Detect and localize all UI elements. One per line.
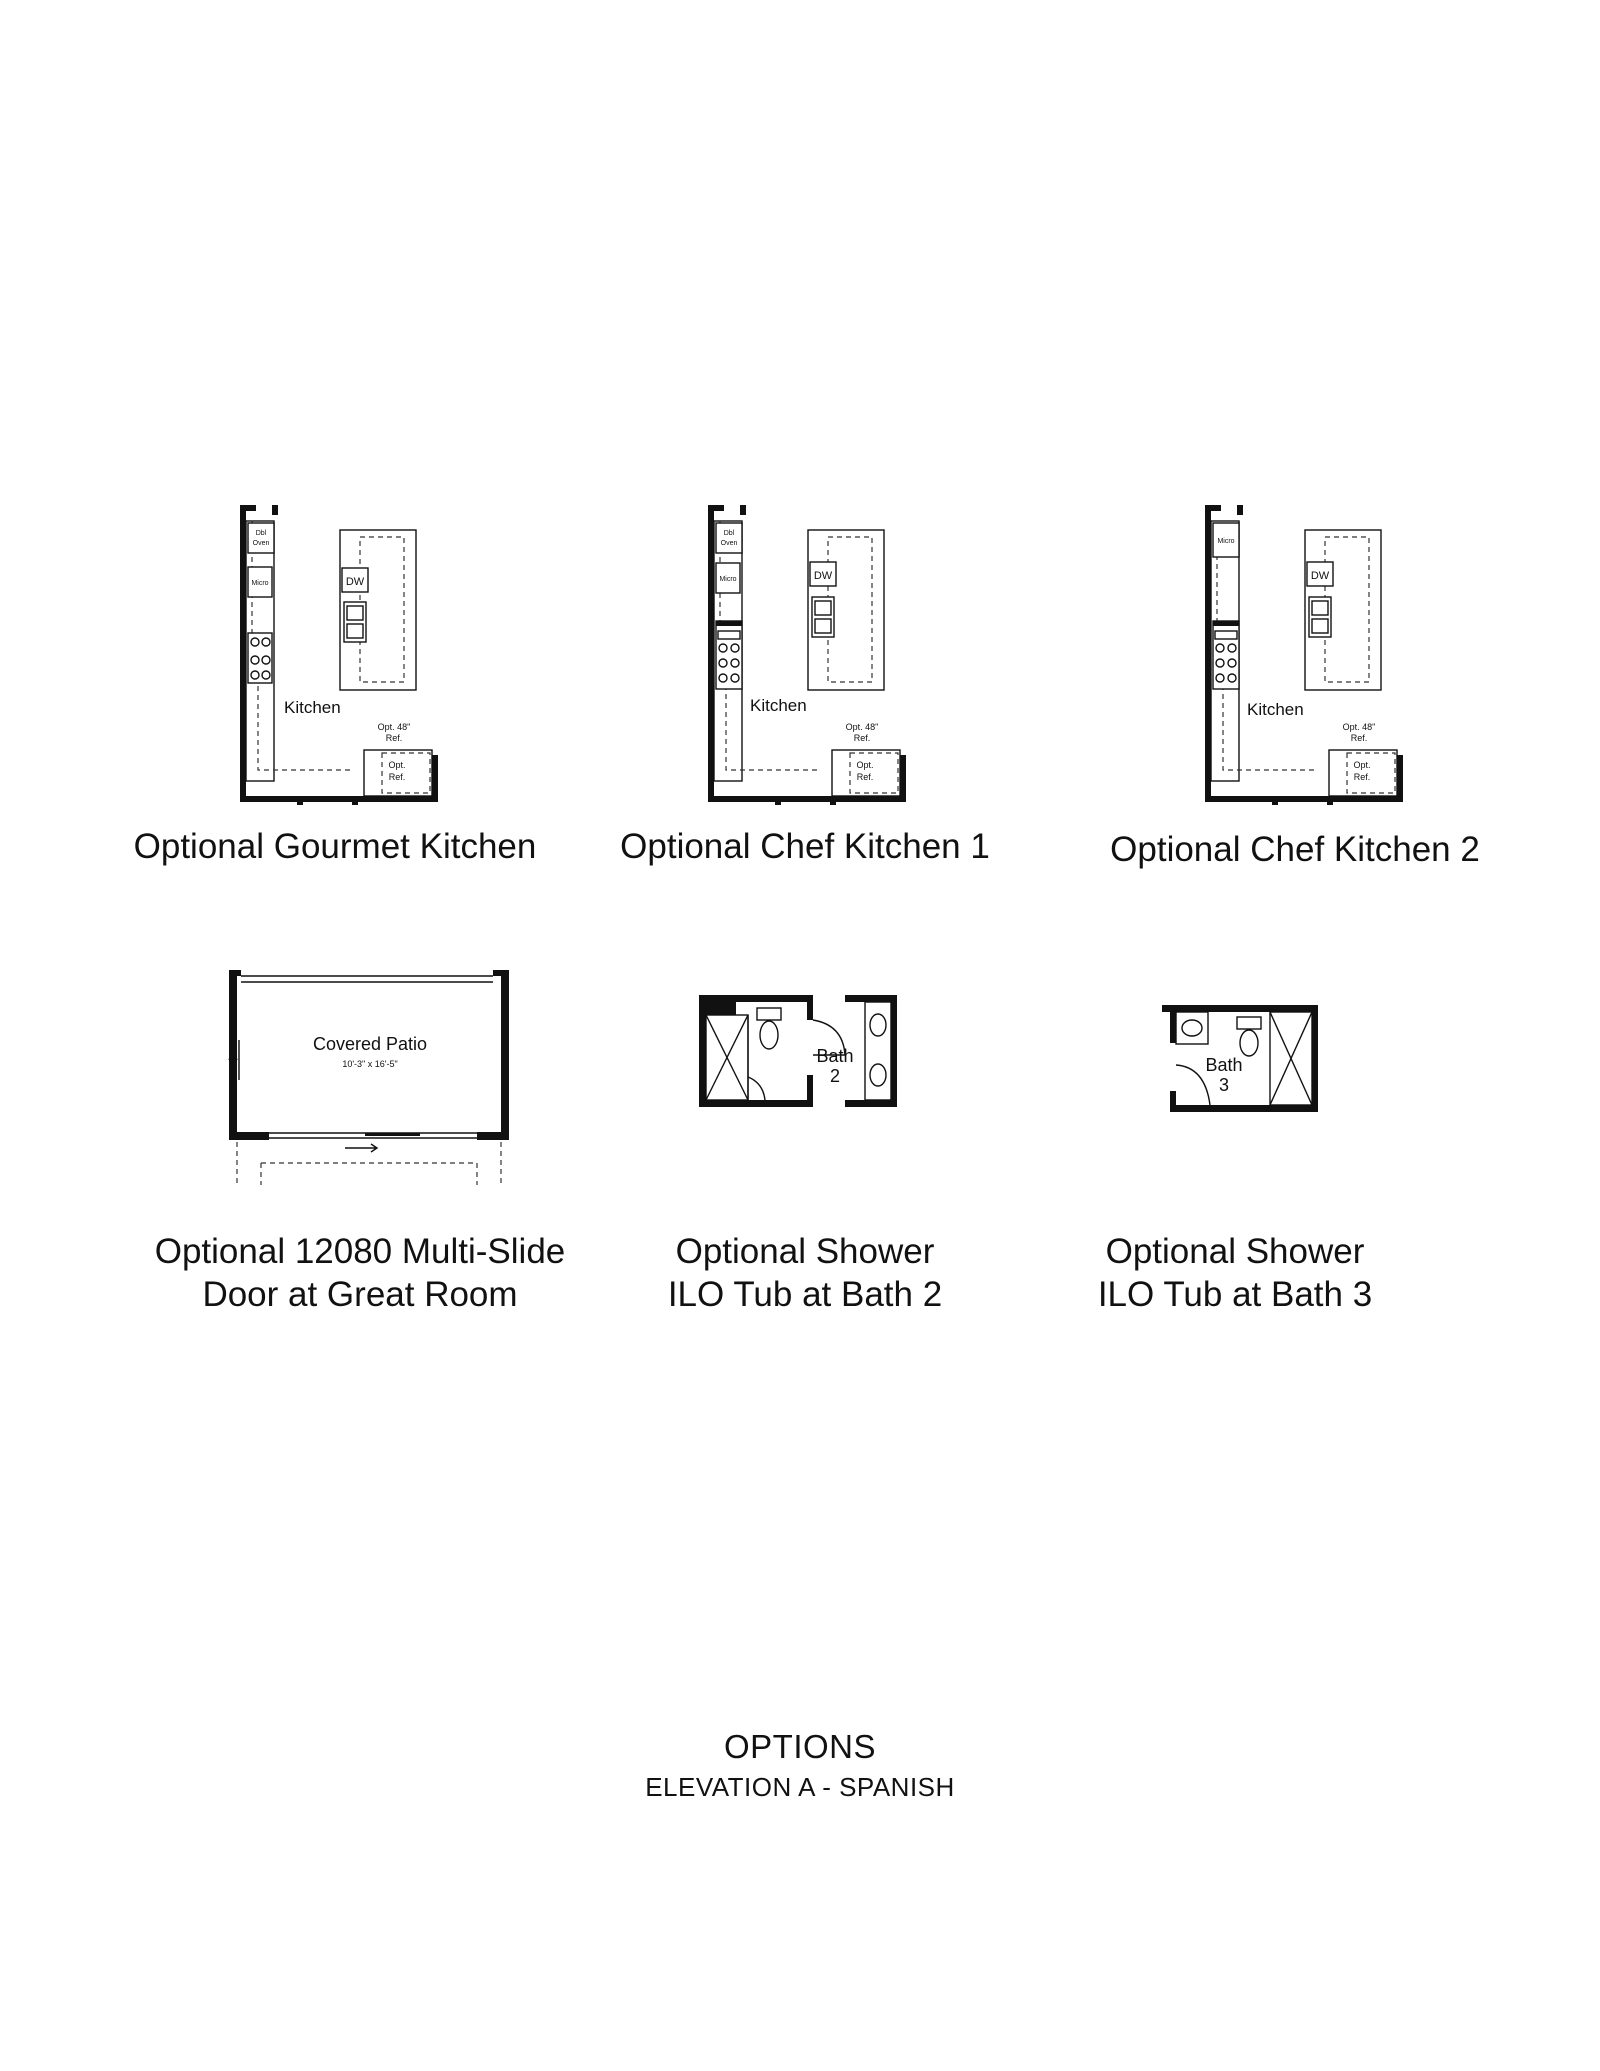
svg-text:Opt. 48": Opt. 48" xyxy=(845,722,879,732)
bath-3-caption: Optional Shower ILO Tub at Bath 3 xyxy=(1097,1232,1373,1314)
svg-text:Ref.: Ref. xyxy=(1350,733,1368,743)
svg-text:Ref.: Ref. xyxy=(388,772,406,782)
wall-top-stub-right xyxy=(272,505,278,515)
double-oven xyxy=(248,523,274,553)
svg-text:3: 3 xyxy=(1218,1075,1230,1095)
gourmet-kitchen-caption: Optional Gourmet Kitchen xyxy=(133,827,537,866)
wall-top-stub xyxy=(240,505,256,511)
chef-kitchen-1-caption: Optional Chef Kitchen 1 xyxy=(620,827,990,866)
toilet xyxy=(1237,1017,1261,1029)
svg-text:Ref.: Ref. xyxy=(853,733,871,743)
wall-bottom xyxy=(240,796,438,802)
chef-kitchen-2-plan xyxy=(1197,505,1407,805)
wall-left xyxy=(240,505,246,802)
svg-text:Ref.: Ref. xyxy=(385,733,403,743)
page-subtitle: ELEVATION A - SPANISH xyxy=(645,1772,955,1802)
bath-3-plan xyxy=(1160,1005,1320,1115)
wall-right-stub xyxy=(432,755,438,802)
bath-2-plan xyxy=(695,995,910,1115)
svg-text:Ref.: Ref. xyxy=(1353,772,1371,782)
bath-2-label: Bath xyxy=(816,1046,854,1066)
svg-text:Dbl: Dbl xyxy=(255,530,267,537)
svg-text:DW: DW xyxy=(1310,570,1330,582)
gourmet-kitchen-plan xyxy=(232,505,442,805)
chef-kitchen-2-caption: Optional Chef Kitchen 2 xyxy=(1110,830,1480,869)
svg-text:DW: DW xyxy=(813,570,833,582)
svg-text:Opt.: Opt. xyxy=(388,760,406,770)
svg-text:Dbl: Dbl xyxy=(723,530,735,537)
svg-text:Opt. 48": Opt. 48" xyxy=(1342,722,1376,732)
svg-text:Micro: Micro xyxy=(1217,538,1235,545)
chef-kitchen-1-plan xyxy=(700,505,910,805)
covered-patio-label: Covered Patio xyxy=(312,1034,428,1054)
svg-text:2: 2 xyxy=(829,1066,841,1086)
kitchen-label: Kitchen xyxy=(750,696,807,715)
toilet xyxy=(757,1008,781,1020)
svg-text:Micro: Micro xyxy=(251,580,269,587)
double-oven xyxy=(716,523,742,553)
bath-2-caption: Optional Shower ILO Tub at Bath 2 xyxy=(667,1232,943,1314)
svg-text:Opt. 48": Opt. 48" xyxy=(377,722,411,732)
patio-caption: Optional 12080 Multi-Slide Door at Great Room xyxy=(154,1232,566,1314)
kitchen-label: Kitchen xyxy=(1247,700,1304,719)
svg-text:Opt.: Opt. xyxy=(1353,760,1371,770)
page-title: OPTIONS xyxy=(723,1728,877,1765)
bath-3-label: Bath xyxy=(1205,1055,1243,1075)
dishwasher-label: DW xyxy=(345,576,365,588)
covered-patio-plan xyxy=(225,970,515,1185)
svg-text:Oven: Oven xyxy=(720,540,738,547)
svg-text:Oven: Oven xyxy=(252,540,270,547)
kitchen-label: Kitchen xyxy=(284,698,341,717)
svg-text:Micro: Micro xyxy=(719,576,737,583)
covered-patio-dims: 10'-3" x 16'-5" xyxy=(342,1059,398,1069)
svg-text:Ref.: Ref. xyxy=(856,772,874,782)
svg-text:Opt.: Opt. xyxy=(856,760,874,770)
